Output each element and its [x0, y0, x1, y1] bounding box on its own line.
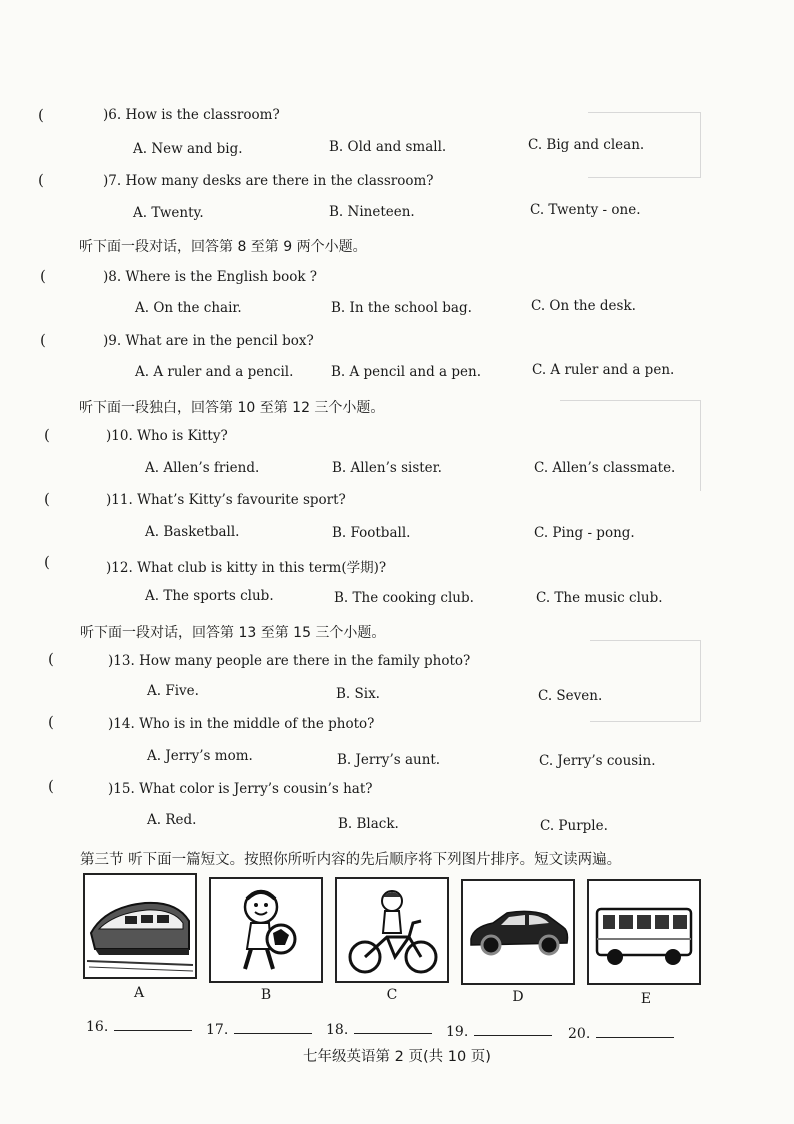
answer-18[interactable]: 18.: [326, 1019, 432, 1038]
picture-label-e: E: [640, 991, 652, 1007]
picture-label-c: C: [386, 987, 398, 1003]
option-c: C. A ruler and a pen.: [532, 362, 675, 378]
option-b: B. Black.: [338, 816, 399, 832]
answer-paren[interactable]: (: [48, 713, 54, 731]
answer-blank[interactable]: [234, 1019, 312, 1034]
option-a: A. Five.: [147, 683, 199, 699]
option-c: C. Allen’s classmate.: [534, 460, 676, 476]
option-b: B. Six.: [336, 686, 380, 702]
answer-19[interactable]: 19.: [446, 1021, 552, 1040]
question-14: )14. Who is in the middle of the photo?: [108, 716, 375, 732]
option-b: B. Nineteen.: [329, 204, 415, 220]
picture-c: [335, 877, 449, 983]
train-icon: [85, 875, 195, 977]
option-b: B. Football.: [332, 525, 411, 541]
question-8: )8. Where is the English book ?: [103, 269, 318, 285]
child-football-icon: [211, 879, 321, 981]
answer-paren[interactable]: (: [44, 553, 50, 571]
answer-paren[interactable]: (: [38, 106, 44, 124]
option-b: B. The cooking club.: [334, 590, 474, 606]
question-10: )10. Who is Kitty?: [106, 428, 228, 444]
answer-blank[interactable]: [474, 1021, 552, 1036]
answer-paren[interactable]: (: [38, 171, 44, 189]
option-a: A. On the chair.: [135, 300, 242, 316]
option-c: C. Seven.: [538, 688, 603, 704]
answer-blank[interactable]: [114, 1016, 192, 1031]
option-c: C. Twenty - one.: [530, 202, 641, 218]
question-6: )6. How is the classroom?: [103, 107, 280, 123]
question-13: )13. How many people are there in the family photo?: [108, 653, 471, 669]
answer-paren[interactable]: (: [44, 426, 50, 444]
option-a: A. The sports club.: [145, 588, 274, 604]
answer-blank[interactable]: [354, 1019, 432, 1034]
question-9: )9. What are in the pencil box?: [103, 333, 314, 349]
answer-paren[interactable]: (: [48, 777, 54, 795]
option-c: C. The music club.: [536, 590, 663, 606]
car-icon: [463, 881, 573, 983]
option-b: B. A pencil and a pen.: [331, 364, 481, 380]
section-heading: 第三节 听下面一篇短文。按照你所听内容的先后顺序将下列图片排序。短文读两遍。: [80, 852, 622, 868]
option-c: C. Purple.: [540, 818, 608, 834]
option-a: A. Basketball.: [145, 524, 240, 540]
option-a: A. Red.: [147, 812, 197, 828]
picture-label-d: D: [512, 989, 524, 1005]
option-b: B. In the school bag.: [331, 300, 472, 316]
picture-label-a: A: [133, 985, 145, 1001]
question-12: )12. What club is kitty in this term(学期)?: [106, 560, 387, 576]
picture-a: [83, 873, 197, 979]
option-c: C. Big and clean.: [528, 137, 645, 153]
page-footer: 七年级英语第 2 页(共 10 页): [303, 1049, 491, 1065]
option-c: C. Jerry’s cousin.: [539, 753, 656, 769]
answer-paren[interactable]: (: [44, 490, 50, 508]
scan-artifact-box: [590, 640, 701, 722]
answer-16[interactable]: 16.: [86, 1016, 192, 1035]
option-a: A. Allen’s friend.: [145, 460, 260, 476]
option-b: B. Old and small.: [329, 139, 447, 155]
answer-paren[interactable]: (: [40, 331, 46, 349]
scan-artifact-box: [560, 400, 701, 491]
option-b: B. Allen’s sister.: [332, 460, 442, 476]
answer-paren[interactable]: (: [48, 650, 54, 668]
option-a: A. A ruler and a pencil.: [135, 364, 294, 380]
picture-label-b: B: [260, 987, 272, 1003]
option-a: A. New and big.: [133, 141, 243, 157]
option-c: C. Ping - pong.: [534, 525, 635, 541]
question-11: )11. What’s Kitty’s favourite sport?: [106, 492, 346, 508]
answer-blank[interactable]: [596, 1023, 674, 1038]
picture-e: [587, 879, 701, 985]
option-c: C. On the desk.: [531, 298, 636, 314]
instruction-text: 听下面一段对话，回答第 13 至第 15 三个小题。: [80, 625, 386, 641]
option-a: A. Twenty.: [133, 205, 204, 221]
instruction-text: 听下面一段对话，回答第 8 至第 9 两个小题。: [79, 239, 367, 255]
option-b: B. Jerry’s aunt.: [337, 752, 441, 768]
question-7: )7. How many desks are there in the classroom?: [103, 173, 434, 189]
answer-paren[interactable]: (: [40, 267, 46, 285]
answer-20[interactable]: 20.: [568, 1023, 674, 1042]
option-a: A. Jerry’s mom.: [147, 748, 253, 764]
boy-bicycle-icon: [337, 879, 447, 981]
picture-b: [209, 877, 323, 983]
question-15: )15. What color is Jerry’s cousin’s hat?: [108, 781, 373, 797]
bus-icon: [589, 881, 699, 983]
answer-17[interactable]: 17.: [206, 1019, 312, 1038]
picture-d: [461, 879, 575, 985]
instruction-text: 听下面一段独白，回答第 10 至第 12 三个小题。: [79, 400, 385, 416]
